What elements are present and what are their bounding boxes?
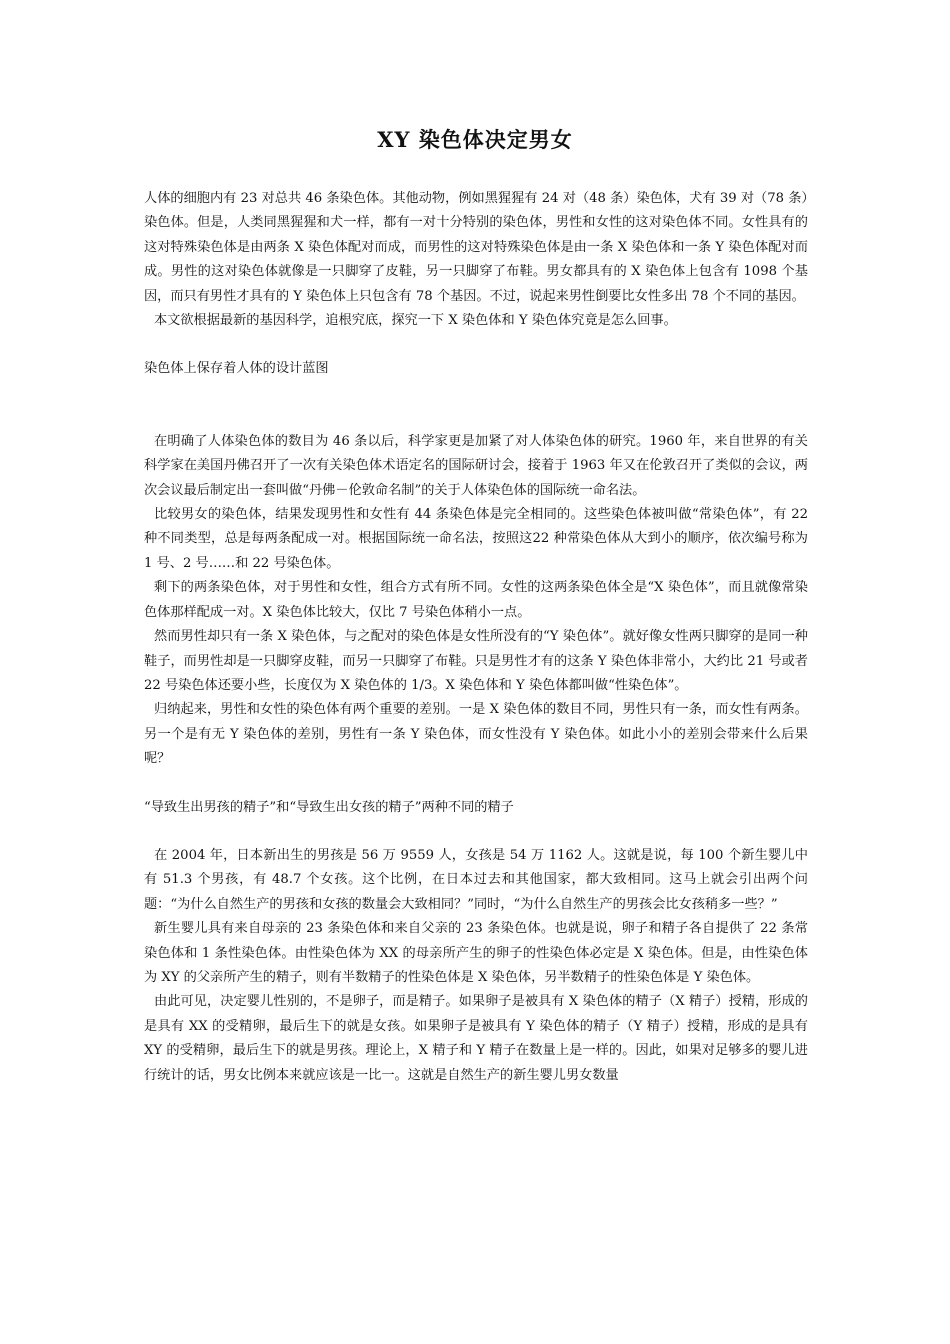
section-1-paragraph-4: 然而男性却只有一条 X 染色体，与之配对的染色体是女性所没有的“Y 染色体”。就好像女性两只脚穿的是同一种鞋子，而男性却是一只脚穿皮鞋，而另一只脚穿了布鞋。只是男性才有的这条 Y 染色体非常小，大约比 21 号或者 22 号染色体还要小些，长度仅为 X 染色体的 1/3。X 染色体和 Y 染色体都叫做“性染色体”。 bbox=[144, 629, 808, 693]
spacer bbox=[144, 772, 808, 796]
intro-paragraph-2: 本文欲根据最新的基因科学，追根究底，探究一下 X 染色体和 Y 染色体究竟是怎么回事。 bbox=[154, 313, 677, 329]
spacer bbox=[144, 820, 808, 844]
section-1-paragraph-1: 在明确了人体染色体的数目为 46 条以后，科学家更是加紧了对人体染色体的研究。1960 年，来自世界的有关科学家在美国丹佛召开了一次有关染色体术语定名的国际研讨会，接着于 1963 年又在伦敦召开了类似的会议，两次会议最后制定出一套叫做“丹佛－伦敦命名制”的关于人体染色体的国际统一命名法。 bbox=[144, 433, 808, 498]
section-heading-2: “导致生出男孩的精子”和“导致生出女孩的精子”两种不同的精子 bbox=[144, 799, 514, 815]
document-title: XY 染色体决定男女 bbox=[377, 127, 573, 152]
spacer bbox=[144, 382, 808, 430]
section-1-paragraph-5: 归纳起来，男性和女性的染色体有两个重要的差别。一是 X 染色体的数目不同，男性只有一条，而女性有两条。另一个是有无 Y 染色体的差别，男性有一条 Y 染色体，而女性没有 Y 染色体。如此小小的差别会带来什么后果呢？ bbox=[144, 702, 808, 767]
section-1-paragraph-3: 剩下的两条染色体，对于男性和女性，组合方式有所不同。女性的这两条染色体全是“X 染色体”，而且就像常染色体那样配成一对。X 染色体比较大，仅比 7 号染色体稍小一点。 bbox=[144, 580, 808, 620]
spacer bbox=[144, 333, 808, 357]
section-2-paragraph-3: 由此可见，决定婴儿性别的，不是卵子，而是精子。如果卵子是被具有 X 染色体的精子（X 精子）授精，形成的是具有 XX 的受精卵，最后生下的就是女孩。如果卵子是被具有 Y 染色体的精子（Y 精子）授精，形成的是具有 XY 的受精卵，最后生下的就是男孩。理论上，X 精子和 Y 精子在数量上是一样的。因此，如果对足够多的婴儿进行统计的话，男女比例本来就应该是一比一。这就是自然生产的新生婴儿男女数量 bbox=[144, 994, 808, 1083]
section-2-paragraph-2: 新生婴儿具有来自母亲的 23 条染色体和来自父亲的 23 条染色体。也就是说，卵子和精子各自提供了 22 条常染色体和 1 条性染色体。由性染色体为 XX 的母亲所产生的卵子的性染色体必定是 X 染色体。但是，由性染色体为 XY 的父亲所产生的精子，则有半数精子的性染色体是 X 染色体，另半数精子的性染色体是 Y 染色体。 bbox=[144, 921, 808, 985]
section-2-paragraph-1: 在 2004 年，日本新出生的男孩是 56 万 9559 人，女孩是 54 万 1162 人。这就是说，每 100 个新生婴儿中有 51.3 个男孩，有 48.7 个女孩。这个比例，在日本过去和其他国家，都大致相同。这马上就会引出两个问题：“为什么自然生产的男孩和女孩的数量会大致相同？”同时，“为什么自然生产的男孩会比女孩稍多一些？” bbox=[144, 847, 808, 912]
section-1-paragraph-2: 比较男女的染色体，结果发现男性和女性有 44 条染色体是完全相同的。这些染色体被叫做“常染色体”，有 22 种不同类型，总是每两条配成一对。根据国际统一命名法，按照这22 种常染色体从大到小的顺序，依次编号称为 1 号、2 号……和 22 号染色体。 bbox=[144, 507, 808, 571]
document-body bbox=[144, 187, 808, 1088]
intro-paragraph-1: 人体的细胞内有 23 对总共 46 条染色体。其他动物，例如黑猩猩有 24 对（48 条）染色体，犬有 39 对（78 条）染色体。但是，人类同黑猩猩和犬一样，都有一对十分特别的染色体，男性和女性的这对染色体不同。女性具有的这对特殊染色体是由两条 X 染色体配对而成，而男性的这对特殊染色体是由一条 X 染色体和一条 Y 染色体配对而成。男性的这对染色体就像是一只脚穿了皮鞋，另一只脚穿了布鞋。男女都具有的 X 染色体上包含有 1098 个基因，而只有男性才具有的 Y 染色体上只包含有 78 个基因。不过，说起来男性倒要比女性多出 78 个不同的基因。 bbox=[144, 191, 808, 304]
section-heading-1: 染色体上保存着人体的设计蓝图 bbox=[144, 361, 329, 377]
